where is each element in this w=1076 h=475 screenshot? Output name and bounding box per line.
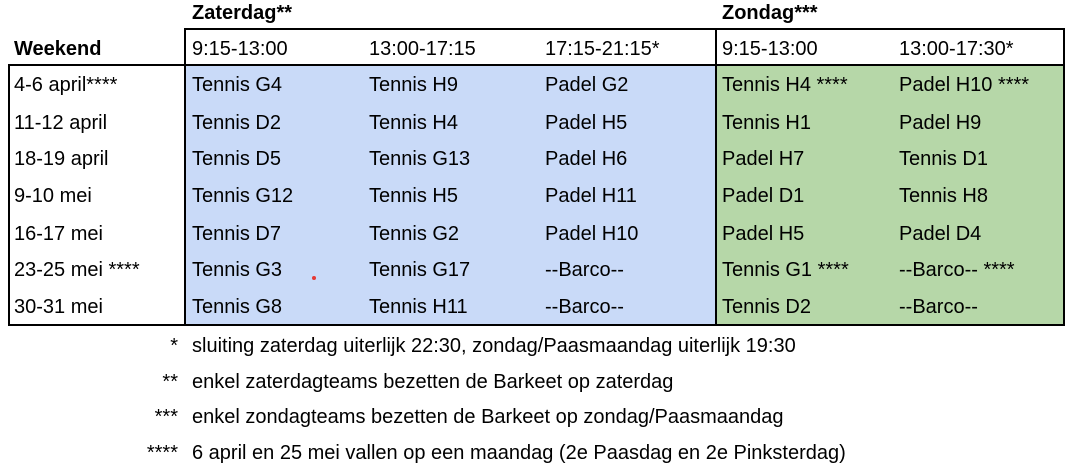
slot-header-sat-3: 17:15-21:15*	[545, 38, 660, 60]
schedule-cell: Tennis G1 ****	[722, 259, 849, 281]
footnote-text: enkel zondagteams bezetten de Barkeet op zondag/Paasmaandag	[192, 406, 784, 428]
sunday-header: Zondag***	[722, 2, 818, 24]
schedule-cell: Tennis G3	[192, 259, 283, 281]
schedule-cell: Padel H9	[899, 112, 982, 134]
schedule-cell: Padel H11	[545, 185, 637, 207]
schedule-cell: Tennis G8	[192, 296, 283, 318]
row-weekend: 11-12 april	[14, 112, 108, 134]
schedule-cell: Tennis H4 ****	[722, 74, 848, 96]
row-weekend: 9-10 mei	[14, 185, 92, 207]
schedule-cell: Tennis D2	[722, 296, 811, 318]
footnote-mark: ***	[154, 406, 178, 428]
weekend-column-header: Weekend	[14, 38, 102, 60]
footnote-text: 6 april en 25 mei vallen op een maandag (2e Paasdag en 2e Pinksterdag)	[192, 442, 846, 464]
schedule-cell: Tennis H5	[369, 185, 458, 207]
schedule-cell: Tennis G4	[192, 74, 283, 96]
schedule-cell: Tennis H9	[369, 74, 458, 96]
schedule-cell: --Barco--	[545, 259, 624, 281]
schedule-cell: Tennis D1	[899, 148, 988, 170]
schedule-cell: Padel H10	[545, 223, 639, 245]
footnote-text: enkel zaterdagteams bezetten de Barkeet op zaterdag	[192, 371, 674, 393]
slot-header-sat-2: 13:00-17:15	[369, 38, 476, 60]
schedule-cell: Tennis G17	[369, 259, 471, 281]
footnote-text: sluiting zaterdag uiterlijk 22:30, zondag/Paasmaandag uiterlijk 19:30	[192, 335, 796, 357]
table-right-border	[1063, 28, 1065, 326]
red-mark	[312, 276, 316, 280]
slot-header-sat-1: 9:15-13:00	[192, 38, 288, 60]
schedule-cell: Padel H10 ****	[899, 74, 1030, 96]
header-bottom-border	[8, 64, 1064, 66]
schedule-cell: Padel G2	[545, 74, 629, 96]
schedule-cell: Padel H5	[545, 112, 628, 134]
schedule-cell: Tennis G13	[369, 148, 471, 170]
schedule-cell: Tennis D2	[192, 112, 281, 134]
schedule-cell: Tennis H11	[369, 296, 468, 318]
schedule-cell: --Barco-- ****	[899, 259, 1015, 281]
slot-header-sun-2: 13:00-17:30*	[899, 38, 1014, 60]
schedule-cell: --Barco--	[899, 296, 978, 318]
schedule-cell: Tennis H8	[899, 185, 988, 207]
schedule-cell: Tennis H4	[369, 112, 458, 134]
schedule-cell: --Barco--	[545, 296, 624, 318]
header-top-border	[185, 28, 1064, 30]
sunday-left-border	[715, 28, 717, 326]
schedule-cell: Tennis D7	[192, 223, 281, 245]
footnote-mark: ****	[146, 442, 178, 464]
footnote-mark: *	[170, 335, 178, 357]
schedule-cell: Tennis G2	[369, 223, 460, 245]
footnote-mark: **	[162, 371, 178, 393]
table-left-border	[8, 64, 10, 326]
row-weekend: 30-31 mei	[14, 296, 103, 318]
schedule-cell: Tennis G12	[192, 185, 294, 207]
schedule-cell: Padel D4	[899, 223, 982, 245]
row-weekend: 16-17 mei	[14, 223, 103, 245]
schedule-cell: Padel H7	[722, 148, 805, 170]
schedule-cell: Tennis D5	[192, 148, 281, 170]
row-weekend: 18-19 april	[14, 148, 109, 170]
saturday-header: Zaterdag**	[192, 2, 293, 24]
saturday-left-border	[184, 28, 186, 326]
slot-header-sun-1: 9:15-13:00	[722, 38, 818, 60]
schedule-cell: Tennis H1	[722, 112, 811, 134]
schedule-cell: Padel H5	[722, 223, 805, 245]
row-weekend: 23-25 mei ****	[14, 259, 140, 281]
schedule-cell: Padel H6	[545, 148, 628, 170]
schedule-cell: Padel D1	[722, 185, 805, 207]
row-weekend: 4-6 april****	[14, 74, 118, 96]
